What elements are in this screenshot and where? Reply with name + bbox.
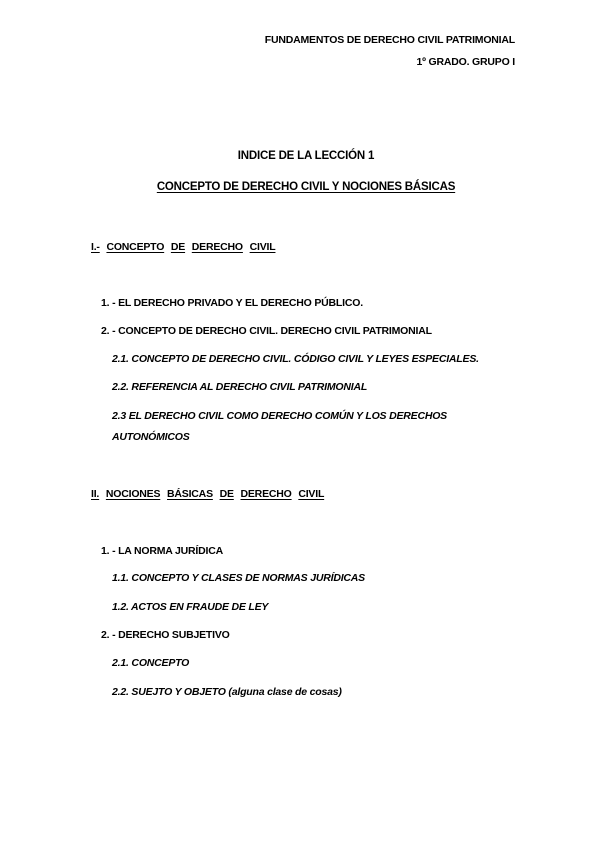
list-item: 2. - CONCEPTO DE DERECHO CIVIL. DERECHO CIVIL PATRIMONIAL: [101, 325, 432, 337]
list-item: 1. - EL DERECHO PRIVADO Y EL DERECHO PÚBLICO.: [101, 297, 363, 309]
section-1-word: CIVIL: [249, 241, 276, 253]
section-2-word: DERECHO: [240, 488, 292, 500]
sub-list-item: 2.2. SUEJTO Y OBJETO (alguna clase de cosas): [112, 686, 342, 698]
section-2-word: DE: [219, 488, 234, 500]
sub-list-item: 2.1. CONCEPTO: [112, 657, 190, 669]
header-course-title: FUNDAMENTOS DE DERECHO CIVIL PATRIMONIAL: [264, 34, 515, 46]
lesson-title: CONCEPTO DE DERECHO CIVIL Y NOCIONES BÁSICAS: [156, 181, 456, 193]
sub-list-item: 2.3 EL DERECHO CIVIL COMO DERECHO COMÚN Y LOS DERECHOS: [112, 410, 447, 422]
section-1-numeral: I.-: [91, 241, 100, 253]
header-grade-group: 1º GRADO. GRUPO I: [416, 56, 515, 68]
list-item: 1. - LA NORMA JURÍDICA: [101, 545, 223, 557]
sub-list-item: 1.1. CONCEPTO Y CLASES DE NORMAS JURÍDICAS: [112, 572, 365, 584]
index-title: INDICE DE LA LECCIÓN 1: [237, 150, 375, 162]
sub-list-item: 1.2. ACTOS EN FRAUDE DE LEY: [112, 601, 269, 613]
section-1-word: DERECHO: [191, 241, 243, 253]
list-item: 2. - DERECHO SUBJETIVO: [101, 629, 230, 641]
section-2-word: CIVIL: [298, 488, 325, 500]
section-2-word: NOCIONES: [105, 488, 161, 500]
sub-list-item: 2.2. REFERENCIA AL DERECHO CIVIL PATRIMONIAL: [112, 381, 368, 393]
section-1-word: CONCEPTO: [106, 241, 165, 253]
sub-list-item-continued: AUTONÓMICOS: [112, 431, 190, 443]
section-2-word: BÁSICAS: [167, 488, 213, 500]
section-1-heading: [91, 241, 275, 253]
sub-list-item: 2.1. CONCEPTO DE DERECHO CIVIL. CÓDIGO CIVIL Y LEYES ESPECIALES.: [112, 353, 479, 365]
section-1-word: DE: [170, 241, 186, 253]
section-2-numeral: II.: [91, 488, 100, 500]
section-2-heading: [91, 488, 324, 500]
